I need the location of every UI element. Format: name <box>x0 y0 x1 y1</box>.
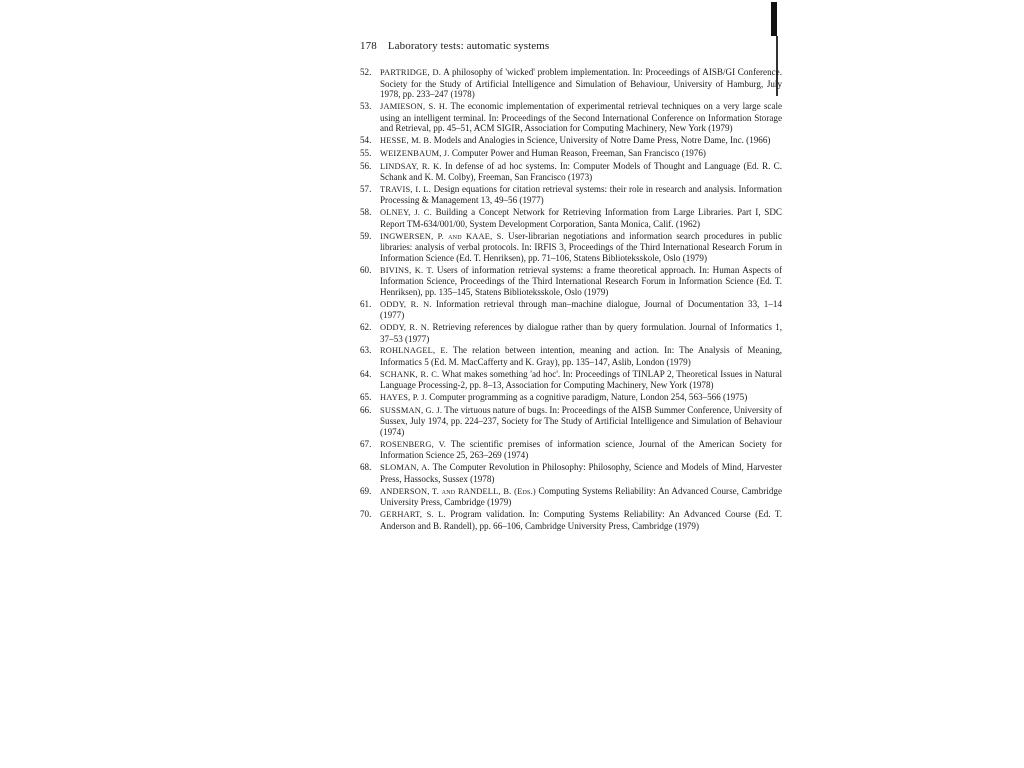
reference-body <box>380 135 782 147</box>
reference-number: 62. <box>360 321 372 332</box>
reference-entry <box>360 148 782 160</box>
reference-text: What makes something 'ad hoc'. In: Proceedings of TINLAP 2, Theoretical Issues in Natural Language Processing-2, pp. 8–13, Association for Computing Machinery, New York (1978) <box>380 368 782 391</box>
reference-body <box>380 462 782 484</box>
reference-body <box>380 392 782 404</box>
reference-body <box>380 161 782 183</box>
reference-text: The economic implementation of experimental retrieval techniques on a very large scale using an intelligent terminal. In: Proceedings of the Second International Conference on Information Storage and Retrieval, pp. 45–51, ACM SIGIR, Association for Computing Machinery, New York (1979) <box>380 100 783 134</box>
reference-author: OLNEY, J. C. <box>380 208 432 218</box>
reference-number: 69. <box>360 485 372 496</box>
reference-entry <box>360 322 782 344</box>
reference-text: User-librarian negotiations and information search procedures in public libraries: analysis of verbal protocols. In: IRFIS 3, Proceedings of the Third International Research Forum in Information Science (Ed. T. Henriksen), pp. 71–106, Statens Biblioteksskole, Oslo (1979) <box>380 230 782 263</box>
reference-entry <box>360 184 782 206</box>
reference-author: SCHANK, R. C. <box>380 369 440 379</box>
reference-entry <box>360 509 782 531</box>
reference-author: ANDERSON, T. and RANDELL, B. (Eds.) <box>380 486 536 496</box>
reference-text: Computer Power and Human Reason, Freeman, San Francisco (1976) <box>451 147 706 158</box>
reference-entry <box>360 101 782 134</box>
reference-author: GERHART, S. L. <box>380 509 446 519</box>
reference-body <box>380 299 782 321</box>
reference-author: HESSE, M. B. <box>380 135 432 145</box>
reference-number: 68. <box>360 462 372 473</box>
reference-body <box>380 405 782 438</box>
reference-body <box>380 486 782 508</box>
reference-entry <box>360 67 782 100</box>
reference-number: 60. <box>360 264 372 275</box>
reference-list <box>360 67 782 531</box>
reference-body <box>380 67 782 100</box>
reference-number: 64. <box>360 368 372 379</box>
reference-author: WEIZENBAUM, J. <box>380 148 450 158</box>
reference-entry <box>360 369 782 391</box>
reference-number: 58. <box>360 207 372 218</box>
reference-number: 52. <box>360 67 372 77</box>
reference-author: ODDY, R. N. <box>380 322 430 332</box>
reference-body <box>380 184 782 206</box>
reference-entry <box>360 486 782 508</box>
reference-text: The relation between intention, meaning and action. In: The Analysis of Meaning, Informatics 5 (Ed. M. MacCafferty and K. Gray), pp. 135–147, Aslib, London (1979) <box>380 345 783 367</box>
reference-author: BIVINS, K. T. <box>380 265 434 275</box>
reference-number: 67. <box>360 438 372 449</box>
reference-entry <box>360 135 782 147</box>
reference-author: HAYES, P. J. <box>380 393 428 403</box>
reference-body <box>380 101 782 134</box>
reference-author: SUSSMAN, G. J. <box>380 405 443 415</box>
reference-text: Design equations for citation retrieval systems: their role in research and analysis. Information Processing & Management 13, 49–56 (1977) <box>380 183 782 206</box>
reference-number: 55. <box>360 147 372 158</box>
reference-author: SLOMAN, A. <box>380 463 430 473</box>
reference-author: JAMIESON, S. H. <box>380 101 448 111</box>
reference-number: 57. <box>360 183 372 194</box>
reference-number: 66. <box>360 404 372 415</box>
reference-entry <box>360 161 782 183</box>
reference-entry <box>360 345 782 367</box>
running-head <box>360 40 782 52</box>
page-number: 178 <box>360 40 377 52</box>
reference-body <box>380 231 782 264</box>
reference-text: The scientific premises of information science, Journal of the American Society for Information Science 25, 263–269 (1974) <box>380 438 783 461</box>
reference-body <box>380 265 782 298</box>
reference-number: 70. <box>360 508 372 519</box>
reference-number: 61. <box>360 298 372 309</box>
reference-author: ODDY, R. N. <box>380 299 432 309</box>
reference-author: ROHLNAGEL, E. <box>380 346 448 356</box>
reference-text: Computer programming as a cognitive paradigm, Nature, London 254, 563–566 (1975) <box>429 392 748 403</box>
reference-entry <box>360 405 782 438</box>
reference-author: TRAVIS, I. L. <box>380 184 431 194</box>
reference-body <box>380 148 782 160</box>
scan-edge-mark <box>771 2 777 36</box>
reference-entry <box>360 207 782 229</box>
reference-text: Program validation. In: Computing Systems Reliability: An Advanced Course (Ed. T. Anderson and B. Randell), pp. 66–106, Cambridge University Press, Cambridge (1979) <box>380 508 782 531</box>
reference-number: 53. <box>360 100 372 111</box>
reference-body <box>380 509 782 531</box>
reference-author: PARTRIDGE, D. <box>380 68 442 77</box>
reference-entry <box>360 392 782 404</box>
reference-entry <box>360 462 782 484</box>
reference-text: Models and Analogies in Science, University of Notre Dame Press, Notre Dame, Inc. (1966) <box>433 134 771 145</box>
reference-text: Building a Concept Network for Retrieving Information from Large Libraries. Part I, SDC Report TM-634/001/00, System Development Corporation, Santa Monica, Calif. (1962) <box>380 207 782 229</box>
reference-number: 63. <box>360 345 372 356</box>
reference-author: INGWERSEN, P. and KAAE, S. <box>380 231 504 241</box>
reference-number: 59. <box>360 230 372 241</box>
reference-text: Information retrieval through man–machine dialogue, Journal of Documentation 33, 1–14 (1977) <box>380 298 782 321</box>
reference-entry <box>360 439 782 461</box>
reference-author: LINDSAY, R. K. <box>380 161 442 171</box>
reference-text: Retrieving references by dialogue rather than by query formulation. Journal of Informatics 1, 37–53 (1977) <box>380 321 782 344</box>
reference-entry <box>360 265 782 298</box>
reference-number: 65. <box>360 392 372 403</box>
reference-text: Users of information retrieval systems: a frame theoretical approach. In: Human Aspects of Information Science, Proceedings of the Third International Research Forum in Information Science (Ed. T. Henriksen), pp. 135–145, Statens Biblioteksskole, Oslo (1979) <box>380 264 782 297</box>
reference-body <box>380 439 782 461</box>
reference-body <box>380 369 782 391</box>
reference-body <box>380 345 782 367</box>
reference-text: The virtuous nature of bugs. In: Proceedings of the AISB Summer Conference, University of Sussex, July 1974, pp. 224–237, Society for The Study of Artificial Intelligence and Simulation of Behaviour (1974) <box>380 404 783 438</box>
reference-body <box>380 322 782 344</box>
reference-body <box>380 207 782 229</box>
reference-entry <box>360 231 782 264</box>
reference-text: The Computer Revolution in Philosophy: Philosophy, Science and Models of Mind, Harvester Press, Hassocks, Sussex (1978) <box>380 462 783 484</box>
reference-text: In defense of ad hoc systems. In: Computer Models of Thought and Language (Ed. R. C. Schank and K. M. Colby), Freeman, San Francisco (1973) <box>380 160 782 183</box>
page-title: Laboratory tests: automatic systems <box>387 40 550 52</box>
document-page <box>360 40 782 532</box>
reference-number: 54. <box>360 134 372 145</box>
reference-number: 56. <box>360 160 372 171</box>
reference-author: ROSENBERG, V. <box>380 439 447 449</box>
reference-text: A philosophy of 'wicked' problem implementation. In: Proceedings of AISB/GI Conference. Society for the Study of Artificial Intelligence and Simulation of Behaviour, University of Hamburg, July 1978, pp. 233–247 (1978) <box>380 67 782 100</box>
reference-text: Computing Systems Reliability: An Advanced Course, Cambridge University Press, Cambridge (1979) <box>380 485 782 508</box>
reference-entry <box>360 299 782 321</box>
